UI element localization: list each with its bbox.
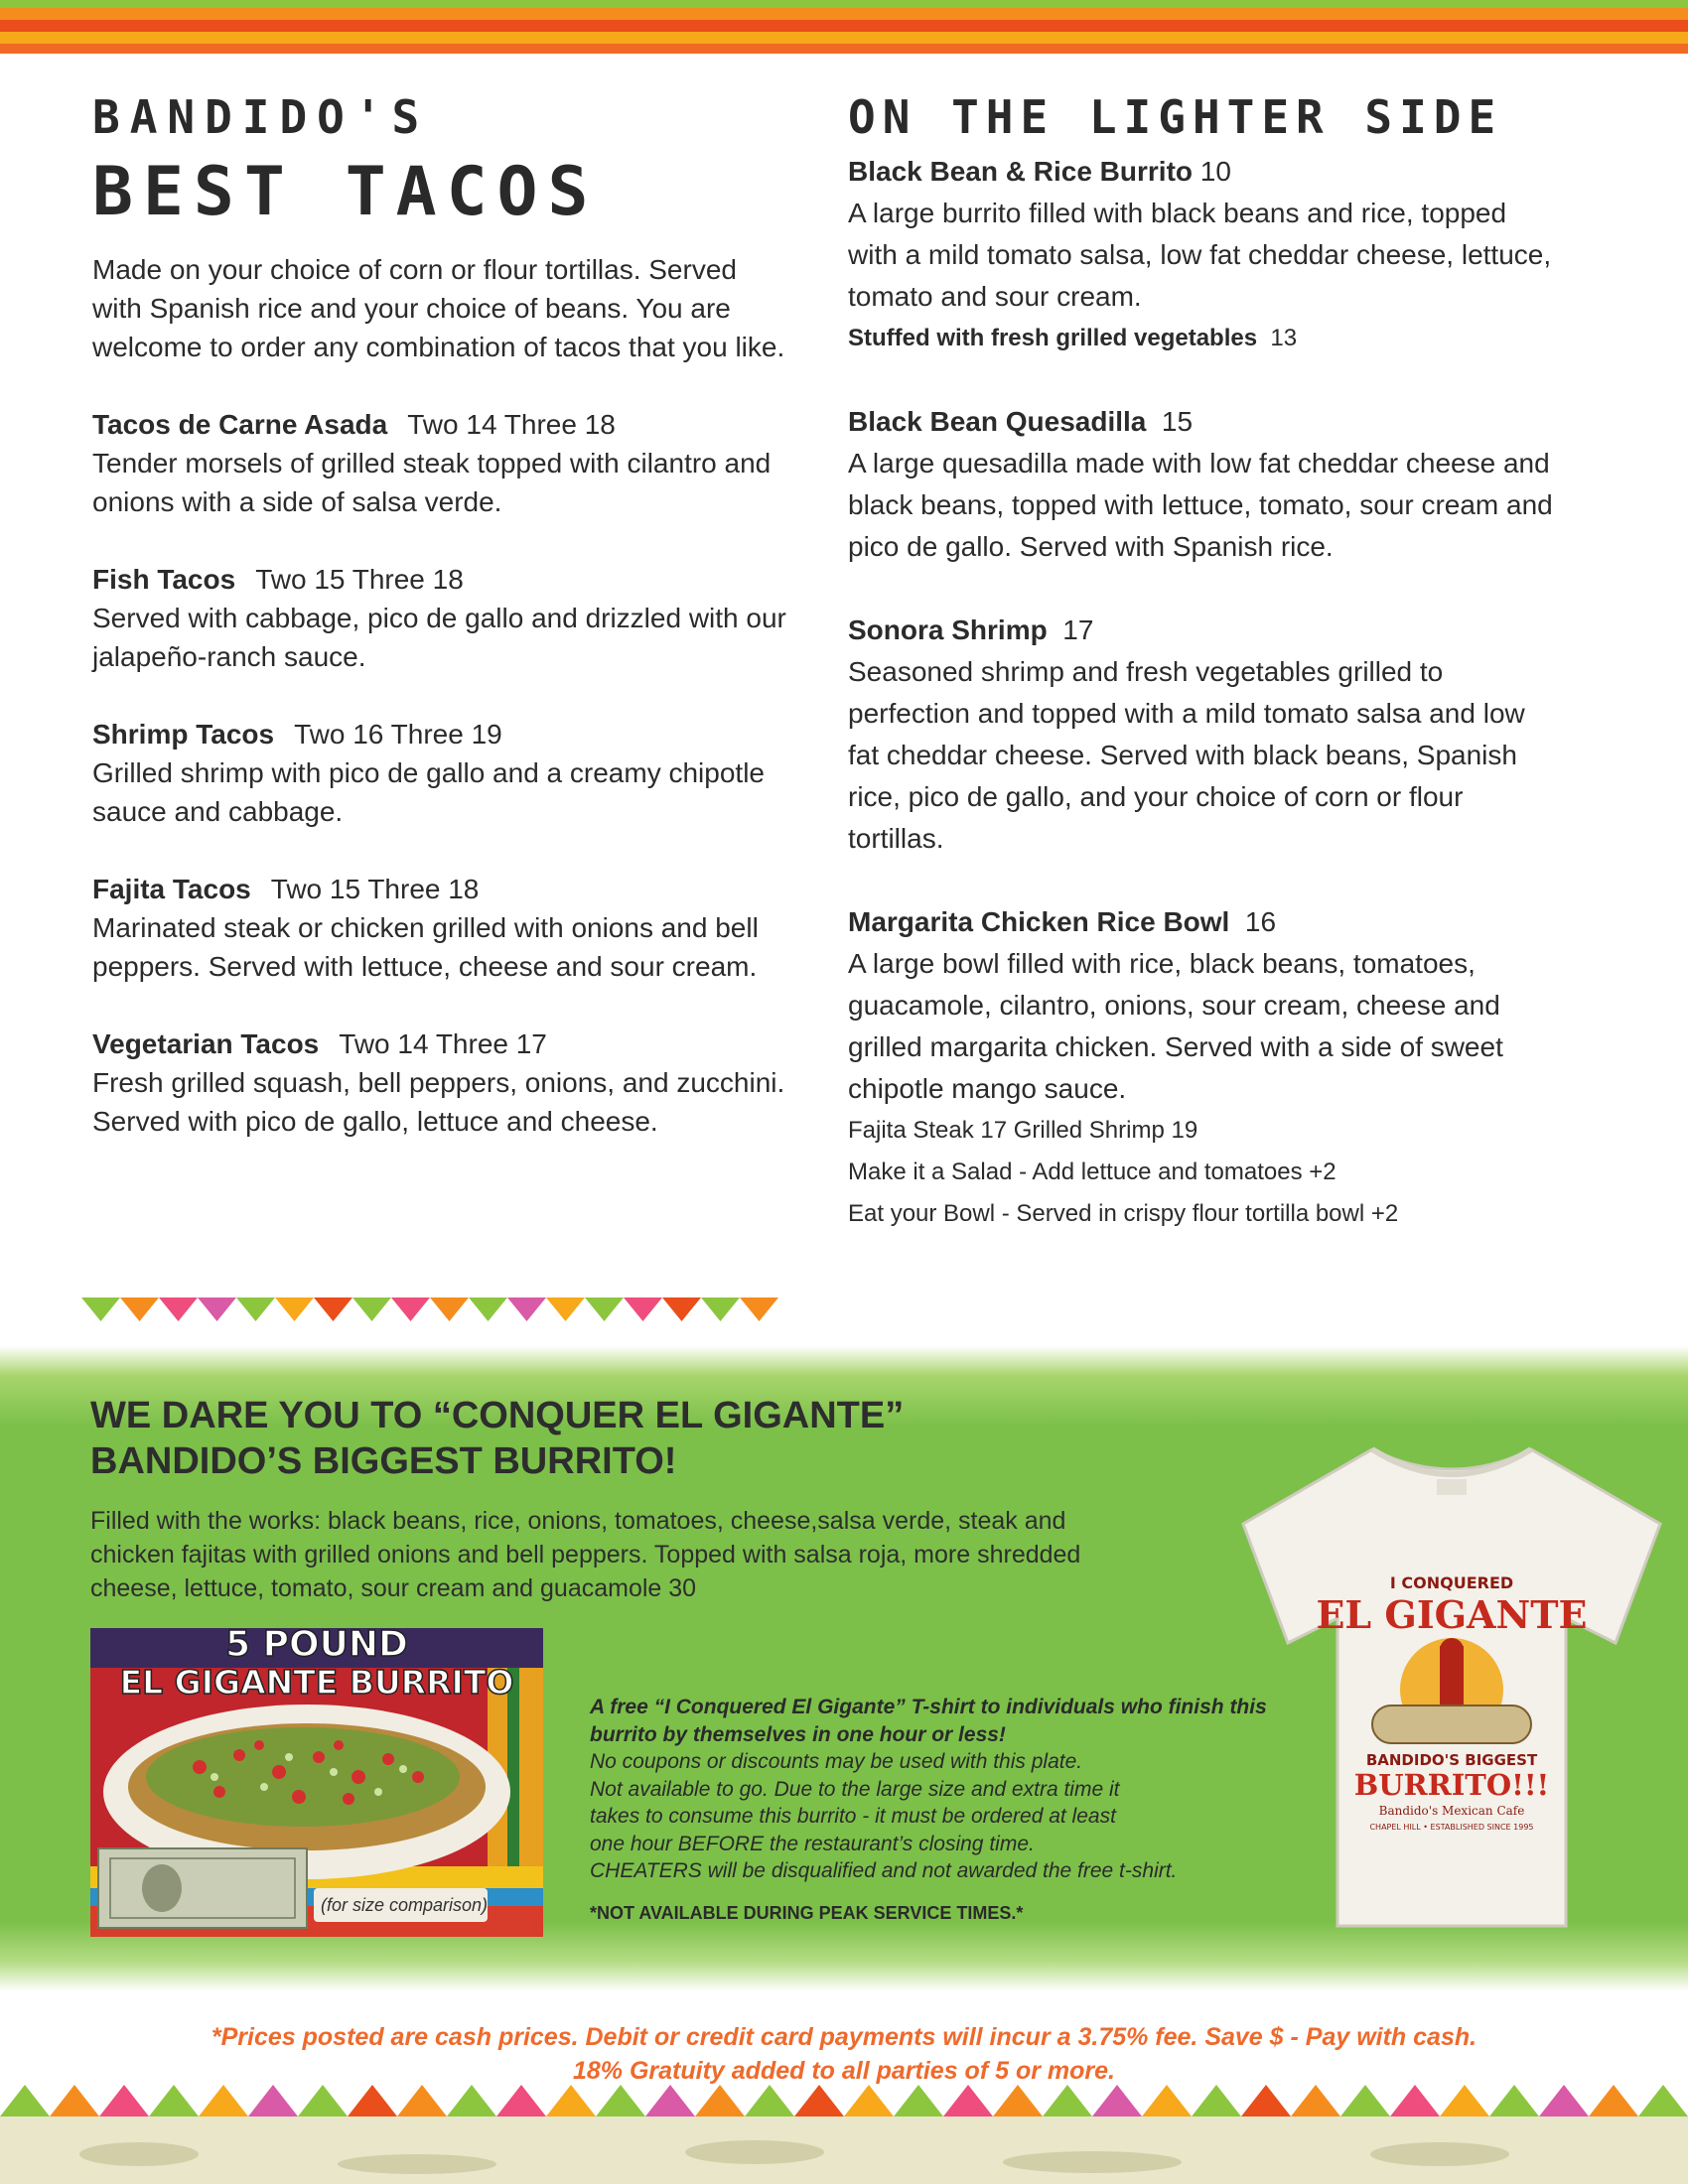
menu-item (848, 151, 1563, 359)
item-name: Black Bean Quesadilla (848, 406, 1147, 437)
item-price: Two 14 Three 18 (407, 409, 616, 440)
item-option: Eat your Bowl - Served in crispy flour tortilla bowl +2 (848, 1200, 1399, 1227)
item-price: Two 16 Three 19 (294, 719, 502, 750)
item-name: Fajita Tacos (92, 874, 251, 904)
photo-title-line1: 5 POUND (225, 1628, 408, 1665)
shirt-line6: CHAPEL HILL • ESTABLISHED SINCE 1995 (1369, 1823, 1534, 1832)
item-description: A large bowl filled with rice, black beans, tomatoes, guacamole, cilantro, onions, sour cream, cheese and grilled margarita chicken. Served with a side of sweet chipotle mango sauce. (848, 948, 1503, 1104)
item-name: Margarita Chicken Rice Bowl (848, 906, 1230, 937)
rule-line: No coupons or discounts may be used with this plate. (590, 1750, 1083, 1773)
menu-item (848, 901, 1563, 1235)
menu-item (92, 870, 787, 986)
challenge-description: Filled with the works: black beans, rice, onions, tomatoes, cheese,salsa verde, steak and chicken fajitas with grilled onions and bell peppers. Topped with salsa roja, more shredded cheese, lettuce, tomato, sour cream and guacamole 30 (90, 1507, 1081, 1602)
price-footnote (0, 2020, 1688, 2088)
shirt-line5: Bandido's Mexican Cafe (1378, 1804, 1525, 1818)
photo-caption: (for size comparison) (321, 1895, 489, 1915)
footnote-line2: 18% Gratuity added to all parties of 5 or more. (573, 2057, 1115, 2085)
item-price: 16 (1244, 906, 1277, 937)
item-name: Fish Tacos (92, 564, 236, 595)
item-description: A large quesadilla made with low fat cheddar cheese and black beans, topped with lettuce, tomato, sour cream and pico de gallo. Served with Spanish rice. (848, 448, 1553, 562)
rule-line: takes to consume this burrito - it must be ordered at least (590, 1805, 1116, 1828)
tshirt-offer: A free “I Conquered El Gigante” T-shirt to individuals who finish this burrito by themselves in one hour or less! (590, 1696, 1267, 1746)
item-description: Seasoned shrimp and fresh vegetables grilled to perfection and topped with a mild tomato salsa and low fat cheddar cheese. Served with black beans, Spanish rice, pico de gallo, and your choice of corn or flour tortillas. (848, 656, 1525, 854)
item-option: Fajita Steak 17 Grilled Shrimp 19 (848, 1117, 1198, 1144)
rule-line: Not available to go. Due to the large size and extra time it (590, 1777, 1120, 1801)
menu-item (92, 560, 787, 676)
shirt-line1: I CONQUERED (1389, 1573, 1514, 1592)
item-option: Make it a Salad - Add lettuce and tomatoes +2 (848, 1159, 1336, 1185)
menu-item (92, 1024, 787, 1141)
item-name: Tacos de Carne Asada (92, 409, 388, 440)
challenge-title (90, 1393, 904, 1484)
item-price: 17 (1062, 614, 1094, 645)
photo-title-line2: EL GIGANTE BURRITO (119, 1663, 514, 1702)
lighter-title: ON THE LIGHTER SIDE (848, 90, 1503, 144)
item-price: 10 (1199, 156, 1231, 187)
tacos-title-line1: BANDIDO'S (92, 90, 430, 144)
rule-line: one hour BEFORE the restaurant’s closing time. (590, 1832, 1035, 1855)
item-price: Two 15 Three 18 (270, 874, 480, 904)
shirt-line4: BURRITO!!! (1353, 1768, 1550, 1802)
rule-line: CHEATERS will be disqualified and not awarded the free t-shirt. (590, 1859, 1178, 1882)
burrito-photo (90, 1628, 543, 1937)
item-description: Served with cabbage, pico de gallo and drizzled with our jalapeño-ranch sauce. (92, 603, 786, 672)
tshirt-image (1223, 1430, 1680, 1951)
item-name: Vegetarian Tacos (92, 1028, 320, 1059)
item-price: Two 15 Three 18 (255, 564, 464, 595)
item-name: Black Bean & Rice Burrito (848, 156, 1193, 187)
item-description: A large burrito filled with black beans and rice, topped with a mild tomato salsa, low fat cheddar cheese, lettuce, tomato and sour cream. (848, 198, 1552, 312)
challenge-title-line2: BANDIDO’S BIGGEST BURRITO! (90, 1440, 677, 1482)
item-description: Fresh grilled squash, bell peppers, onions, and zucchini. Served with pico de gallo, lettuce and cheese. (92, 1067, 785, 1137)
item-price: 15 (1161, 406, 1194, 437)
top-stripes (0, 0, 1688, 62)
menu-item (92, 715, 787, 831)
challenge-title-line1: WE DARE YOU TO “CONQUER EL GIGANTE” (90, 1395, 905, 1436)
menu-item (92, 405, 787, 521)
zigzag-divider (81, 1297, 778, 1321)
tacos-title-line2: BEST TACOS (92, 153, 599, 231)
footnote-line1: *Prices posted are cash prices. Debit or credit card payments will incur a 3.75% fee. Save $ - Pay with cash. (211, 2023, 1477, 2051)
item-name: Shrimp Tacos (92, 719, 275, 750)
item-description: Grilled shrimp with pico de gallo and a creamy chipotle sauce and cabbage. (92, 757, 765, 827)
menu-item (848, 610, 1563, 860)
shirt-line2: EL GIGANTE (1316, 1592, 1588, 1637)
lighter-section (848, 87, 1563, 1277)
bottom-decoration (0, 2085, 1688, 2184)
tacos-section (92, 87, 787, 1141)
tacos-intro: Made on your choice of corn or flour tortillas. Served with Spanish rice and your choice of beans. You are welcome to order any combination of tacos that you like. (92, 254, 785, 362)
shirt-line3: BANDIDO'S BIGGEST (1365, 1751, 1538, 1769)
item-name: Sonora Shrimp (848, 614, 1048, 645)
item-option-price: 13 (1270, 325, 1298, 351)
peak-note: *NOT AVAILABLE DURING PEAK SERVICE TIMES.* (590, 1903, 1024, 1923)
challenge-fine-print (590, 1694, 1325, 1885)
item-description: Marinated steak or chicken grilled with onions and bell peppers. Served with lettuce, cheese and sour cream. (92, 912, 759, 982)
menu-item (848, 401, 1563, 568)
item-option: Stuffed with fresh grilled vegetables (848, 325, 1258, 351)
item-price: Two 14 Three 17 (339, 1028, 547, 1059)
item-description: Tender morsels of grilled steak topped with cilantro and onions with a side of salsa verde. (92, 448, 772, 517)
